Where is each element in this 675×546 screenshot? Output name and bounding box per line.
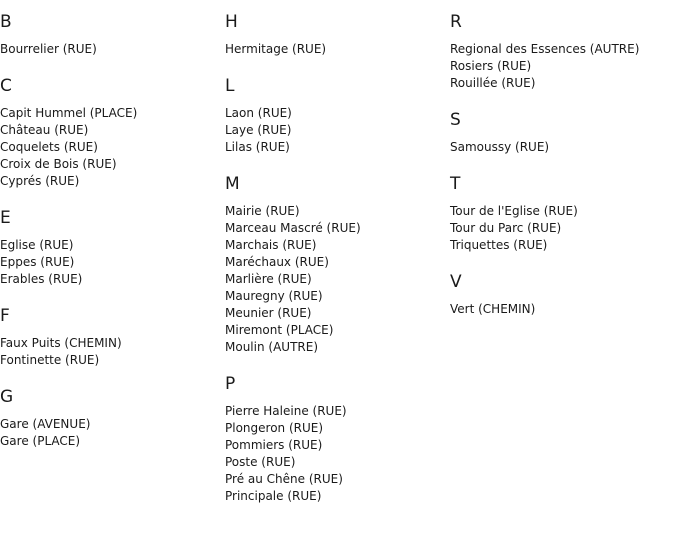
street-link[interactable]: Rouillée (RUE)	[450, 76, 536, 90]
street-link[interactable]: Meunier (RUE)	[225, 306, 312, 320]
street-index-column-1	[0, 0, 222, 450]
street-link[interactable]: Pré au Chêne (RUE)	[225, 472, 343, 486]
street-link[interactable]: Eglise (RUE)	[0, 238, 74, 252]
letter-heading: C	[0, 76, 12, 96]
street-link[interactable]: Rosiers (RUE)	[450, 59, 532, 73]
street-link[interactable]: Mairie (RUE)	[225, 204, 300, 218]
letter-heading: B	[0, 12, 12, 32]
street-list	[450, 41, 672, 92]
street-list	[0, 237, 222, 288]
letter-group	[225, 75, 447, 156]
letter-heading: R	[450, 12, 462, 32]
letter-group	[450, 173, 672, 254]
street-link[interactable]: Pommiers (RUE)	[225, 438, 323, 452]
street-link[interactable]: Gare (AVENUE)	[0, 417, 91, 431]
street-link[interactable]: Miremont (PLACE)	[225, 323, 334, 337]
street-link[interactable]: Erables (RUE)	[0, 272, 83, 286]
street-link[interactable]: Lilas (RUE)	[225, 140, 290, 154]
street-list	[450, 139, 672, 156]
letter-group	[225, 11, 447, 58]
street-link[interactable]: Moulin (AUTRE)	[225, 340, 318, 354]
letter-heading: L	[225, 76, 235, 96]
letter-heading: T	[450, 174, 461, 194]
letter-heading: M	[225, 174, 240, 194]
letter-group	[450, 11, 672, 92]
street-list	[0, 416, 222, 450]
letter-group	[225, 173, 447, 356]
street-list	[0, 41, 222, 58]
letter-heading: S	[450, 110, 461, 130]
street-link[interactable]: Pierre Haleine (RUE)	[225, 404, 347, 418]
letter-group	[0, 75, 222, 190]
street-link[interactable]: Bourrelier (RUE)	[0, 42, 97, 56]
letter-heading: E	[0, 208, 11, 228]
letter-group	[0, 207, 222, 288]
street-link[interactable]: Tour du Parc (RUE)	[450, 221, 562, 235]
street-link[interactable]: Mauregny (RUE)	[225, 289, 323, 303]
street-link[interactable]: Marchais (RUE)	[225, 238, 317, 252]
letter-group	[225, 373, 447, 505]
letter-heading: V	[450, 272, 462, 292]
street-link[interactable]: Cyprés (RUE)	[0, 174, 80, 188]
street-link[interactable]: Fontinette (RUE)	[0, 353, 100, 367]
street-link[interactable]: Marceau Mascré (RUE)	[225, 221, 361, 235]
letter-group	[0, 386, 222, 450]
street-link[interactable]: Gare (PLACE)	[0, 434, 81, 448]
letter-heading: H	[225, 12, 238, 32]
street-list	[0, 105, 222, 190]
street-list	[450, 301, 672, 318]
street-list	[225, 41, 447, 58]
street-link[interactable]: Vert (CHEMIN)	[450, 302, 536, 316]
street-link[interactable]: Marlière (RUE)	[225, 272, 312, 286]
street-index-column-3	[450, 0, 672, 318]
street-link[interactable]: Poste (RUE)	[225, 455, 296, 469]
letter-heading: F	[0, 306, 10, 326]
street-link[interactable]: Faux Puits (CHEMIN)	[0, 336, 122, 350]
street-link[interactable]: Laon (RUE)	[225, 106, 292, 120]
street-link[interactable]: Maréchaux (RUE)	[225, 255, 329, 269]
street-link[interactable]: Coquelets (RUE)	[0, 140, 98, 154]
street-link[interactable]: Hermitage (RUE)	[225, 42, 327, 56]
letter-group	[0, 305, 222, 369]
letter-group	[0, 11, 222, 58]
letter-group	[450, 271, 672, 318]
street-link[interactable]: Regional des Essences (AUTRE)	[450, 42, 640, 56]
letter-heading: P	[225, 374, 236, 394]
street-list	[225, 203, 447, 356]
street-list	[225, 403, 447, 505]
street-link[interactable]: Capit Hummel (PLACE)	[0, 106, 138, 120]
street-link[interactable]: Château (RUE)	[0, 123, 89, 137]
street-list	[450, 203, 672, 254]
street-index-column-2	[225, 0, 447, 505]
letter-heading: G	[0, 387, 14, 407]
street-link[interactable]: Samoussy (RUE)	[450, 140, 550, 154]
letter-group	[450, 109, 672, 156]
street-link[interactable]: Triquettes (RUE)	[450, 238, 548, 252]
street-list	[0, 335, 222, 369]
street-link[interactable]: Laye (RUE)	[225, 123, 292, 137]
street-link[interactable]: Eppes (RUE)	[0, 255, 75, 269]
street-link[interactable]: Croix de Bois (RUE)	[0, 157, 117, 171]
street-link[interactable]: Plongeron (RUE)	[225, 421, 324, 435]
street-list	[225, 105, 447, 156]
street-link[interactable]: Tour de l'Eglise (RUE)	[450, 204, 578, 218]
street-link[interactable]: Principale (RUE)	[225, 489, 322, 503]
